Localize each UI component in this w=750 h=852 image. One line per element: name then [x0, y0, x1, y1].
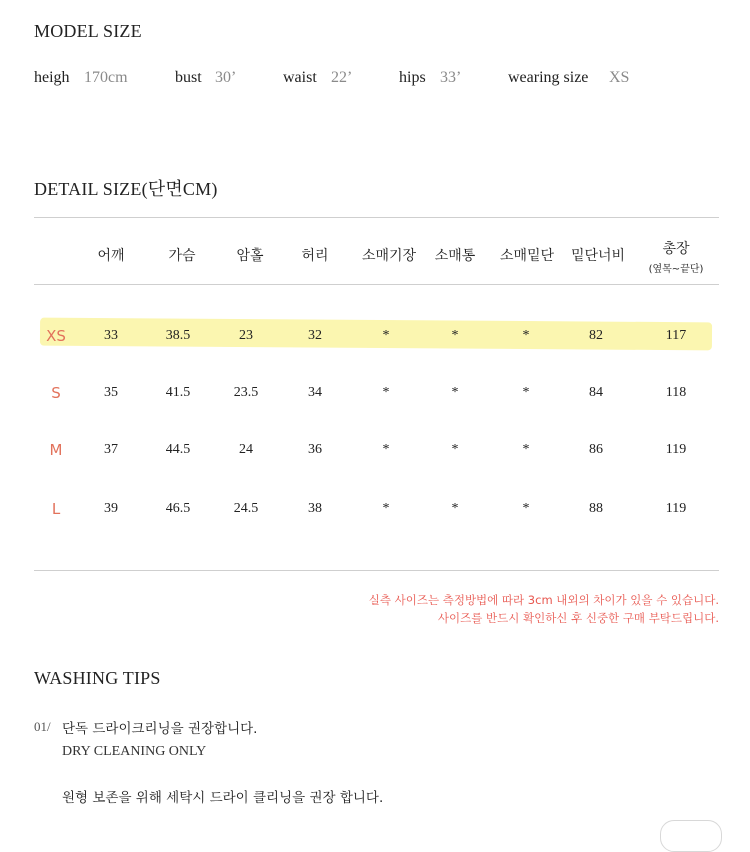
model-value-wrap	[215, 69, 236, 87]
table-cell: *	[451, 442, 459, 457]
model-value: 30’	[215, 69, 237, 86]
table-cell: 34	[308, 385, 322, 400]
model-value-wrap	[440, 69, 461, 87]
table-cell: 39	[104, 501, 118, 516]
col-header-total-length: 총장	[662, 241, 690, 257]
table-cell: *	[451, 328, 459, 343]
table-cell: *	[522, 328, 530, 343]
col-header-waist: 허리	[301, 248, 329, 264]
table-cell: *	[382, 328, 390, 343]
model-value-wrap	[331, 69, 352, 87]
model-item-wearing-size	[508, 69, 588, 87]
table-cell: 24	[239, 442, 253, 457]
size-note-1: 실측 사이즈는 측정방법에 따라 3cm 내외의 차이가 있을 수 있습니다.	[368, 593, 719, 607]
table-cell: 119	[665, 442, 687, 457]
table-cell: 32	[308, 328, 322, 343]
scroll-top-button[interactable]	[660, 820, 722, 852]
table-cell: 82	[589, 328, 603, 343]
table-cell: 41.5	[165, 385, 191, 400]
washing-number: 01/	[34, 719, 51, 734]
col-header-sleeve-length: 소매기장	[361, 248, 417, 264]
table-cell: *	[382, 385, 390, 400]
col-header-sleeve-hem: 소매밑단	[499, 248, 555, 264]
table-bottom-rule	[34, 570, 719, 571]
table-cell: 23.5	[233, 385, 259, 400]
model-label: hips	[399, 69, 426, 86]
col-header-hem-width: 밑단너비	[570, 248, 626, 264]
table-cell: *	[382, 442, 390, 457]
size-label-l: L	[51, 500, 61, 518]
table-cell: *	[522, 501, 530, 516]
table-cell: 117	[665, 328, 687, 343]
table-cell: 88	[589, 501, 603, 516]
table-cell: *	[522, 385, 530, 400]
size-note-2: 사이즈를 반드시 확인하신 후 신중한 구매 부탁드립니다.	[437, 611, 719, 625]
model-label: heigh	[34, 69, 70, 86]
col-header-total-length-sub: (옆목~끝단)	[648, 264, 704, 275]
table-cell: 37	[104, 442, 118, 457]
table-header-rule	[34, 284, 719, 285]
model-value: 22’	[331, 69, 353, 86]
detail-size-title: DETAIL SIZE(단면CM)	[34, 179, 218, 199]
model-label: bust	[175, 69, 202, 86]
model-value-wrap	[84, 69, 128, 87]
table-cell: 44.5	[165, 442, 191, 457]
table-cell: 118	[665, 385, 687, 400]
col-header-shoulder: 어깨	[97, 248, 125, 264]
model-value: 170cm	[84, 69, 128, 86]
model-label: waist	[283, 69, 317, 86]
model-value-wrap	[609, 69, 629, 87]
table-cell: 36	[308, 442, 322, 457]
table-cell: *	[451, 501, 459, 516]
washing-description: 원형 보존을 위해 세탁시 드라이 클리닝을 권장 합니다.	[62, 790, 384, 806]
washing-tips-title: WASHING TIPS	[34, 668, 161, 688]
table-cell: 46.5	[165, 501, 191, 516]
model-item-height	[34, 69, 70, 87]
col-header-armhole: 암홀	[236, 248, 264, 264]
table-cell: 23	[239, 328, 253, 343]
size-label-m: M	[49, 441, 63, 459]
washing-english-line: DRY CLEANING ONLY	[62, 744, 207, 759]
table-cell: *	[451, 385, 459, 400]
table-cell: 119	[665, 501, 687, 516]
table-cell: *	[522, 442, 530, 457]
size-label-s: S	[51, 384, 61, 402]
model-size-title: MODEL SIZE	[34, 21, 142, 41]
model-item-hips	[399, 69, 426, 87]
table-cell: 35	[104, 385, 118, 400]
model-item-bust	[175, 69, 202, 87]
model-item-waist	[283, 69, 317, 87]
size-label-xs: XS	[46, 327, 66, 345]
table-cell: *	[382, 501, 390, 516]
table-top-rule	[34, 217, 719, 218]
model-value: XS	[609, 69, 630, 86]
model-label: wearing size	[508, 69, 589, 86]
table-cell: 86	[589, 442, 603, 457]
table-cell: 38	[308, 501, 322, 516]
col-header-chest: 가슴	[168, 248, 196, 264]
table-cell: 84	[589, 385, 603, 400]
washing-korean-line: 단독 드라이크리닝을 권장합니다.	[62, 721, 258, 737]
table-cell: 24.5	[233, 501, 259, 516]
table-cell: 38.5	[165, 328, 191, 343]
model-value: 33’	[440, 69, 462, 86]
table-cell: 33	[104, 328, 118, 343]
col-header-sleeve-width: 소매통	[434, 248, 476, 264]
